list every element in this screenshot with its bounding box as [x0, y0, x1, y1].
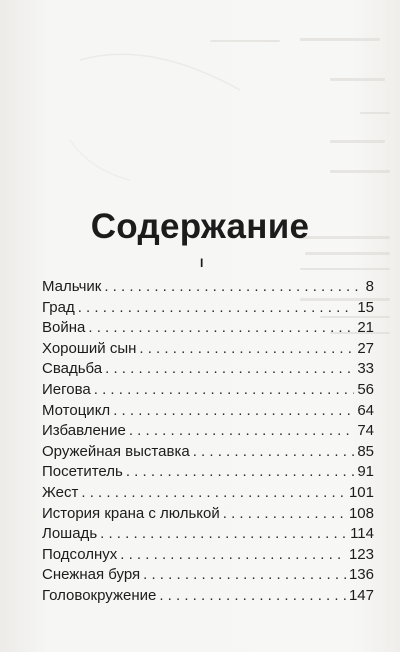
dot-leader — [100, 524, 347, 545]
part-number: I — [200, 256, 204, 270]
toc-entry — [42, 462, 374, 483]
toc-entry-page: 15 — [357, 298, 374, 316]
toc-entry — [42, 318, 374, 339]
dot-leader — [88, 318, 354, 339]
toc-entry — [42, 565, 374, 586]
toc-entry — [42, 421, 374, 442]
dot-leader — [139, 339, 354, 360]
toc-entry-page: 108 — [348, 504, 374, 522]
toc-entry — [42, 339, 374, 360]
toc-entry — [42, 504, 374, 525]
toc-entry-title: Град — [42, 298, 75, 316]
table-of-contents — [42, 277, 374, 607]
toc-entry — [42, 545, 374, 566]
toc-entry-page: 74 — [357, 422, 374, 440]
toc-entry-title: Снежная буря — [42, 566, 141, 584]
toc-entry — [42, 586, 374, 607]
dot-leader — [129, 421, 355, 442]
dot-leader — [94, 380, 355, 401]
toc-entry-title: История крана с люлькой — [42, 504, 220, 522]
toc-entry-title: Жест — [42, 483, 79, 501]
dot-leader — [126, 462, 354, 483]
toc-entry-title: Оружейная выставка — [42, 442, 190, 460]
toc-entry — [42, 277, 374, 298]
toc-entry-page: 8 — [365, 278, 374, 295]
dot-leader — [159, 586, 346, 607]
dot-leader — [223, 504, 346, 525]
dot-leader — [193, 442, 355, 463]
toc-entry-page: 27 — [357, 339, 374, 357]
toc-entry-page: 91 — [357, 463, 374, 481]
toc-entry — [42, 380, 374, 401]
toc-entry — [42, 442, 374, 463]
toc-entry-page: 85 — [357, 442, 374, 460]
toc-entry-title: Головокружение — [42, 586, 157, 604]
dot-leader — [113, 401, 354, 422]
toc-entry-title: Избавление — [42, 422, 126, 440]
toc-entry-title: Свадьба — [42, 360, 103, 378]
toc-entry-title: Хороший сын — [42, 339, 137, 357]
toc-entry-page: 33 — [357, 360, 374, 378]
toc-entry — [42, 298, 374, 319]
page-title: Содержание — [90, 207, 310, 246]
toc-entry — [42, 483, 374, 504]
toc-entry-title: Подсолнух — [42, 545, 118, 563]
toc-entry-title: Мотоцикл — [42, 401, 111, 419]
toc-entry-title: Иегова — [42, 380, 91, 398]
toc-entry-page: 101 — [348, 483, 374, 501]
dot-leader — [143, 565, 346, 586]
toc-entry-page: 136 — [348, 566, 374, 584]
dot-leader — [105, 359, 354, 380]
toc-entry-title: Мальчик — [42, 278, 102, 295]
dot-leader — [104, 277, 362, 298]
toc-entry-page: 114 — [350, 525, 374, 543]
dot-leader — [81, 483, 346, 504]
toc-entry-title: Война — [42, 319, 86, 337]
toc-entry-title: Посетитель — [42, 463, 123, 481]
toc-entry-page: 56 — [357, 380, 374, 398]
dot-leader — [78, 298, 355, 319]
toc-entry-title: Лошадь — [42, 525, 98, 543]
toc-entry-page: 123 — [348, 545, 374, 563]
toc-entry-page: 21 — [357, 319, 374, 337]
toc-entry — [42, 524, 374, 545]
toc-entry-page: 147 — [348, 586, 374, 604]
toc-entry — [42, 359, 374, 380]
toc-entry-page: 64 — [357, 401, 374, 419]
toc-entry — [42, 401, 374, 422]
dot-leader — [120, 545, 346, 566]
